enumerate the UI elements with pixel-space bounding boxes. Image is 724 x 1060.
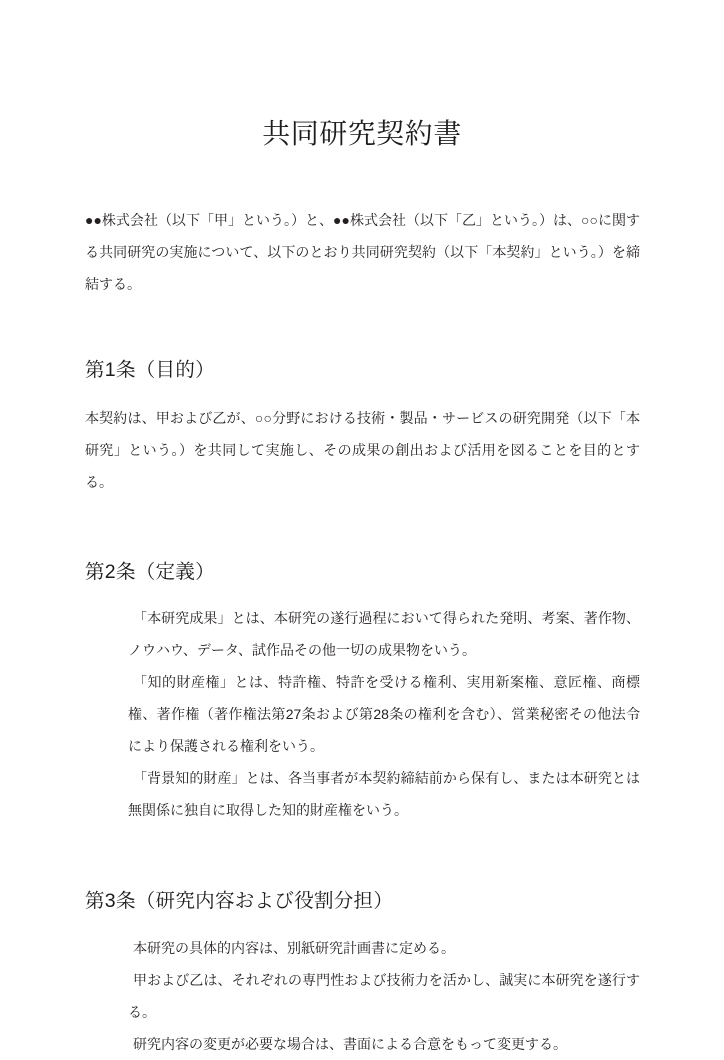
article-3-paragraph-1: 本研究の具体的内容は、別紙研究計画書に定める。 — [133, 940, 455, 957]
article-1-heading: 第1条（目的） — [85, 359, 215, 382]
article-2-heading: 第2条（定義） — [85, 560, 215, 583]
spacer — [85, 385, 640, 402]
article-3-paragraph-3: 研究内容の変更が必要な場合は、書面による合意をもって変更する。 — [133, 1036, 567, 1053]
article-2 — [85, 559, 640, 826]
spacer — [85, 915, 640, 932]
spacer — [85, 826, 640, 888]
spacer — [85, 586, 640, 602]
article-2-paragraph-1: 「本研究成果」とは、本研究の遂行過程において得られた発明、考案、著作物、ノウハウ、データ、試作品その他一切の成果物をいう。 — [128, 609, 640, 658]
article-2-paragraph-3: 「背景知的財産」とは、各当事者が本契約締結前から保有し、または本研究とは無関係に独自に取得した知的財産権をいう。 — [128, 769, 640, 818]
article-1-body — [85, 402, 640, 498]
article-2-paragraph-2: 「知的財産権」とは、特許権、特許を受ける権利、実用新案権、意匠権、商標権、著作権（著作権法第27条および第28条の権利を含む）、営業秘密その他法令により保護される権利をいう。 — [128, 673, 640, 754]
article-3-heading: 第3条（研究内容および役割分担） — [85, 889, 394, 912]
article-3-paragraph-2: 甲および乙は、それぞれの専門性および技術力を活かし、誠実に本研究を遂行する。 — [128, 972, 640, 1021]
article-3-body — [85, 932, 640, 1060]
document-body — [0, 204, 724, 1060]
article-1-paragraph-1: 本契約は、甲および乙が、○○分野における技術・製品・サービスの研究開発（以下「本研究」という。）を共同して実施し、その成果の創出および活用を図ることを目的とする。 — [85, 409, 640, 490]
article-3 — [85, 888, 640, 1060]
spacer — [85, 300, 640, 357]
intro-paragraph: ●●株式会社（以下「甲」という。）と、●●株式会社（以下「乙」という。）は、○○に関する共同研究の実施について、以下のとおり共同研究契約（以下「本契約」という。）を締結する。 — [85, 212, 640, 293]
page-title: 共同研究契約書 — [262, 118, 462, 149]
article-1 — [85, 357, 640, 497]
article-2-body — [85, 602, 640, 826]
spacer — [85, 498, 640, 559]
